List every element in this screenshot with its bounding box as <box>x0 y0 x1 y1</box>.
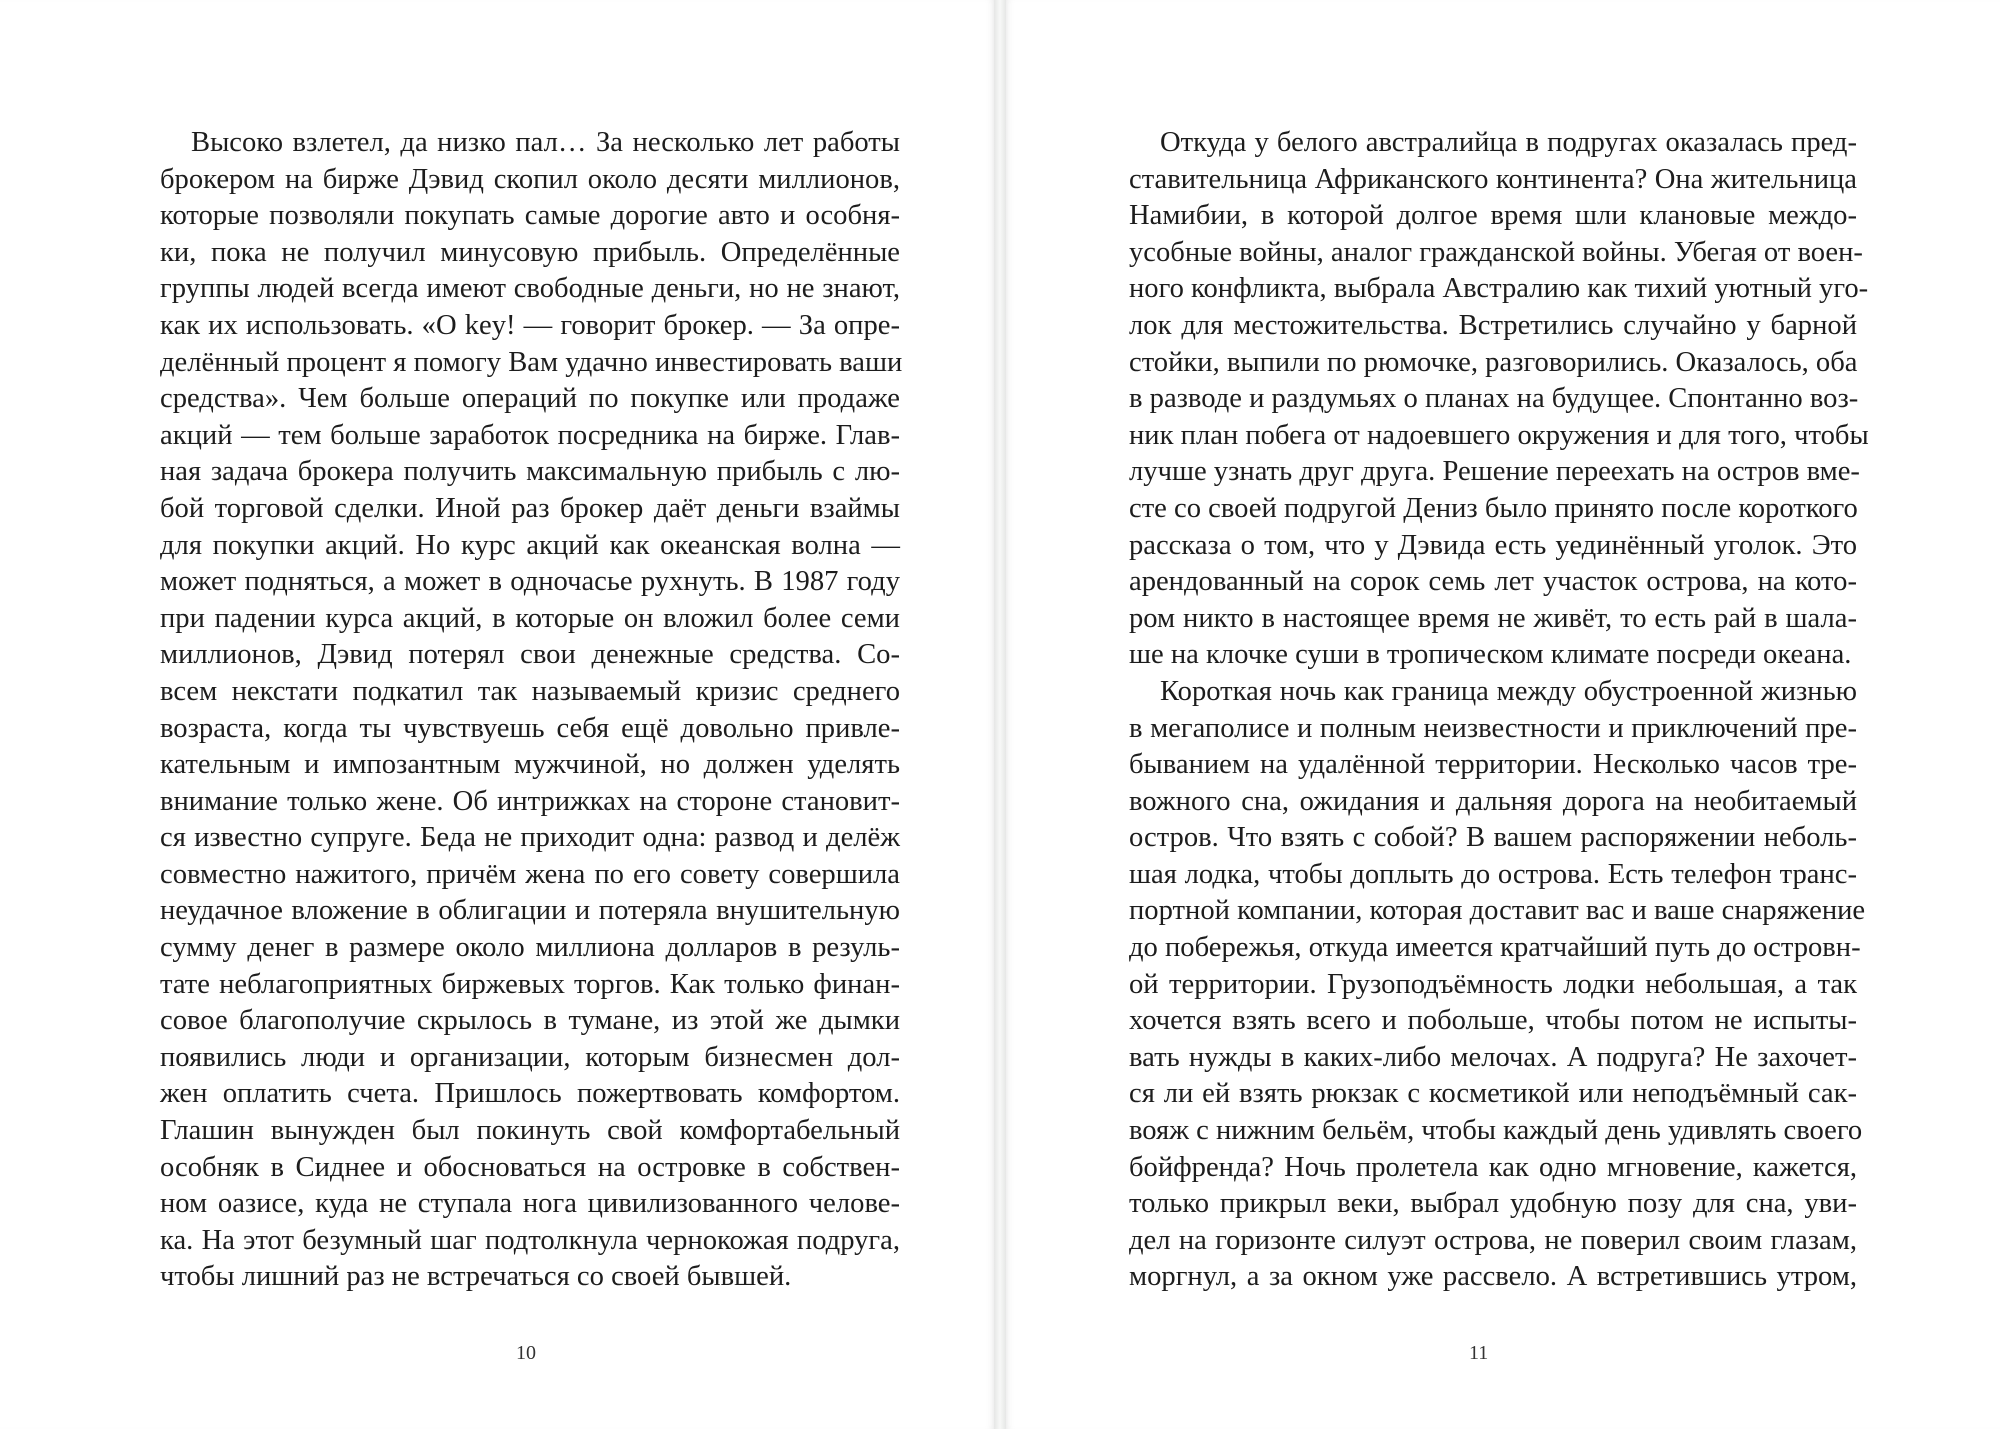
text-line: ше на клочке суши в тропическом климате посреди океана. <box>1129 639 1852 671</box>
text-line: арендованный на сорок семь лет участок острова, на кото- <box>1129 566 1857 598</box>
text-line: акций — тем больше заработок посредника на бирже. Глав- <box>160 419 900 451</box>
text-line: ная задача брокера получить максимальную прибыль с лю- <box>160 456 900 488</box>
text-line: ставительница Африканского континента? Она жительница <box>1129 163 1857 195</box>
text-line: кательным и импозантным мужчиной, но должен уделять <box>160 749 900 781</box>
text-line: ном оазисе, куда не ступала нога цивилизованного челове- <box>160 1188 900 1220</box>
text-line: тате неблагоприятных биржевых торгов. Как только финан- <box>160 968 900 1000</box>
text-line: сте со своей подругой Дениз было принято после короткого <box>1129 492 1858 524</box>
text-line: вожного сна, ожидания и дальняя дорога на необитаемый <box>1129 785 1857 817</box>
text-line: совое благополучие скрылось в тумане, из этой же дымки <box>160 1005 900 1037</box>
text-line: стойки, выпили по рюмочке, разговорились. Оказалось, оба <box>1129 346 1858 378</box>
text-line: бойфренда? Ночь пролетела как одно мгновение, кажется, <box>1129 1151 1857 1183</box>
text-line: Короткая ночь как граница между обустроенной жизнью <box>1160 675 1857 707</box>
text-line: жен оплатить счета. Пришлось пожертвовать комфортом. <box>160 1078 900 1110</box>
text-line: которые позволяли покупать самые дорогие авто и особня- <box>160 200 900 232</box>
text-line: шая лодка, чтобы доплыть до острова. Есть телефон транс- <box>1129 858 1857 890</box>
text-line: до побережья, откуда имеется кратчайший путь до островн- <box>1129 932 1861 964</box>
text-line: группы людей всегда имеют свободные деньги, но не знают, <box>160 273 900 305</box>
text-line: остров. Что взять с собой? В вашем распоряжении неболь- <box>1129 822 1857 854</box>
text-line: лучше узнать друг друга. Решение переехать на остров вме- <box>1129 456 1860 488</box>
text-line: в разводе и раздумьях о планах на будущее. Спонтанно воз- <box>1129 383 1859 415</box>
text-line: ся ли ей взять рюкзак с косметикой или неподъёмный сак- <box>1129 1078 1857 1110</box>
text-line: как их использовать. «O key! — говорит брокер. — За опре- <box>160 309 900 341</box>
left-page <box>0 0 994 1429</box>
left-page-text <box>160 125 903 1296</box>
text-line: Высоко взлетел, да низко пал… За несколько лет работы <box>191 127 900 158</box>
text-line: только прикрыл веки, выбрал удобную позу для сна, уви- <box>1129 1188 1857 1220</box>
text-line: для покупки акций. Но курс акций как океанская волна — <box>160 529 900 561</box>
text-line: быванием на удалённой территории. Несколько часов тре- <box>1129 749 1857 781</box>
text-line: моргнул, а за окном уже рассвело. А встретившись утром, <box>1129 1261 1857 1293</box>
text-line: ка. На этот безумный шаг подтолкнула чернокожая подруга, <box>160 1224 900 1256</box>
book-gutter <box>994 0 1006 1429</box>
text-line: миллионов, Дэвид потерял свои денежные средства. Со- <box>160 639 900 671</box>
text-line: особняк в Сиднее и обосноваться на островке в собствен- <box>160 1151 900 1183</box>
text-line: совместно нажитого, причём жена по его совету совершила <box>160 858 900 890</box>
page-number: 11 <box>1469 1342 1489 1364</box>
text-line: делённый процент я помогу Вам удачно инвестировать ваши <box>160 346 903 378</box>
text-line: ник план побега от надоевшего окружения и для того, чтобы <box>1129 419 1869 451</box>
text-line: Намибии, в которой долгое время шли клановые междо- <box>1129 200 1857 232</box>
text-line: ой территории. Грузоподъёмность лодки небольшая, а так <box>1129 968 1857 1000</box>
text-line: вать нужды в каких-либо мелочах. А подруга? Не захочет- <box>1129 1041 1857 1073</box>
text-line: ром никто в настоящее время не живёт, то есть рай в шала- <box>1129 602 1857 634</box>
text-line: в мегаполисе и полным неизвестности и приключений пре- <box>1129 712 1857 744</box>
text-line: брокером на бирже Дэвид скопил около десяти миллионов, <box>160 163 900 195</box>
text-line: ки, пока не получил минусовую прибыль. Определённые <box>160 236 900 268</box>
text-line: Глашин вынужден был покинуть свой комфортабельный <box>160 1115 900 1147</box>
text-line: возраста, когда ты чувствуешь себя ещё довольно привле- <box>160 712 900 744</box>
text-line: ного конфликта, выбрала Австралию как тихий уютный уго- <box>1129 273 1869 305</box>
text-line: вояж с нижним бельём, чтобы каждый день удивлять своего <box>1129 1115 1863 1147</box>
text-line: сумму денег в размере около миллиона долларов в резуль- <box>160 932 900 964</box>
page-number: 10 <box>516 1342 536 1364</box>
text-line: Откуда у белого австралийца в подругах оказалась пред- <box>1160 127 1857 158</box>
text-line: портной компании, которая доставит вас и ваше снаряжение <box>1129 895 1866 927</box>
text-line: хочется взять всего и побольше, чтобы потом не испыты- <box>1129 1005 1857 1037</box>
text-line: лок для местожительства. Встретились случайно у барной <box>1129 309 1857 341</box>
text-line: появились люди и организации, которым бизнесмен дол- <box>160 1041 900 1073</box>
text-line: средства». Чем больше операций по покупке или продаже <box>160 383 900 415</box>
text-line: бой торговой сделки. Иной раз брокер даёт деньги взаймы <box>160 492 900 524</box>
text-line: неудачное вложение в облигации и потеряла внушительную <box>160 895 900 927</box>
text-line: при падении курса акций, в которые он вложил более семи <box>160 602 900 634</box>
text-line: всем некстати подкатил так называемый кризис среднего <box>160 675 900 707</box>
text-line: внимание только жене. Об интрижках на стороне становит- <box>160 785 900 817</box>
text-line: ся известно супруге. Беда не приходит одна: развод и делёж <box>160 822 900 854</box>
text-line: усобные войны, аналог гражданской войны. Убегая от воен- <box>1129 236 1863 268</box>
text-line: рассказа о том, что у Дэвида есть уединённый уголок. Это <box>1129 529 1857 561</box>
text-line: дел на горизонте силуэт острова, не поверил своим глазам, <box>1129 1224 1857 1256</box>
text-line: чтобы лишний раз не встречаться со своей бывшей. <box>160 1261 792 1293</box>
right-page <box>1006 0 2000 1429</box>
right-page-text <box>1129 125 1869 1296</box>
text-line: может подняться, а может в одночасье рухнуть. В 1987 году <box>160 566 900 598</box>
